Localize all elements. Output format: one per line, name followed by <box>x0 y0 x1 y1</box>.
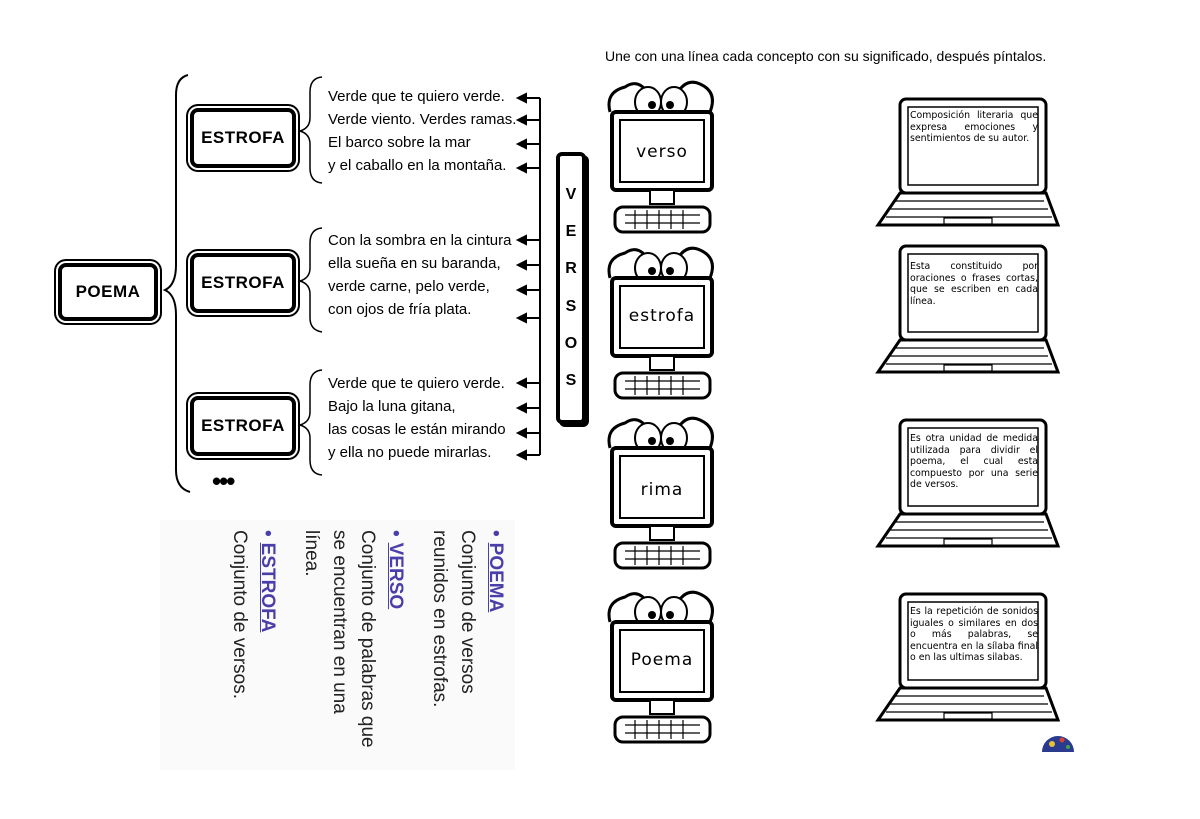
concept-label: Poema <box>630 650 694 670</box>
concept-computer-poema[interactable] <box>600 582 725 757</box>
verse-line: Verde que te quiero verde. <box>328 375 505 392</box>
estrofa-box-2 <box>190 253 296 313</box>
concept-computer-estrofa[interactable] <box>600 238 725 413</box>
definition-poema <box>425 530 509 760</box>
concept-label: estrofa <box>628 306 696 326</box>
definition-title: POEMA <box>485 542 506 613</box>
estrofa-box-1 <box>190 108 296 168</box>
concept-computer-rima[interactable] <box>600 408 725 583</box>
ellipsis: ••• <box>212 466 234 496</box>
versos-letter: E <box>565 222 577 240</box>
bullet: • <box>485 530 506 537</box>
estrofa-label: ESTROFA <box>201 128 285 147</box>
versos-letter: O <box>564 334 578 352</box>
definition-text: Conjunto de versos reunidos en estrofas. <box>429 530 478 708</box>
verse-line: y ella no puede mirarlas. <box>328 444 492 461</box>
stanza-1 <box>328 85 516 177</box>
versos-letter: R <box>565 260 577 278</box>
meaning-text: Esta constituido por oraciones o frases cortas, que se escriben en cada línea. <box>910 261 1038 307</box>
bullet: • <box>385 530 406 537</box>
definition-text: Conjunto de palabras que se encuentran en una línea. <box>301 530 378 748</box>
instruction-text: Une con una línea cada concepto con su significado, después píntalos. <box>605 48 1047 64</box>
definitions-panel <box>160 520 515 770</box>
verse-line: Con la sombra en la cintura <box>328 232 512 249</box>
meaning-text: Es otra unidad de medida utilizada para dividir el poema, el cual esta compuesto por una serie de versos. <box>910 433 1038 490</box>
poema-box-label: POEMA <box>75 282 141 301</box>
stanza-3 <box>328 372 506 464</box>
definition-estrofa <box>225 530 281 760</box>
bullet: • <box>257 530 278 537</box>
versos-bar <box>556 152 586 424</box>
meaning-laptop-3[interactable] <box>872 418 1062 563</box>
verse-line: El barco sobre la mar <box>328 134 471 151</box>
poema-box <box>58 263 158 321</box>
verse-line: Verde viento. Verdes ramas. <box>328 111 517 128</box>
versos-letter: V <box>565 185 577 203</box>
meaning-text: Composición literaria que expresa emociones y sentimientos de su autor. <box>910 110 1038 144</box>
definition-title: ESTROFA <box>257 542 278 633</box>
concept-computer-verso[interactable] <box>600 72 725 247</box>
meaning-text: Es la repetición de sonidos iguales o similares en dos o más palabras, se encuentra en la sílaba final o en las ultimas silabas. <box>910 606 1038 663</box>
verse-line: Bajo la luna gitana, <box>328 398 456 415</box>
definition-verso <box>297 530 409 760</box>
verse-line: las cosas le están mirando <box>328 421 506 438</box>
estrofa-box-3 <box>190 396 296 456</box>
definition-title: VERSO <box>385 542 406 610</box>
verse-line: Verde que te quiero verde. <box>328 88 505 105</box>
meaning-laptop-2[interactable] <box>872 244 1062 389</box>
estrofa-label: ESTROFA <box>201 273 285 292</box>
concept-label: verso <box>636 142 688 162</box>
verse-line: ella sueña en su baranda, <box>328 255 501 272</box>
versos-letter: S <box>565 372 577 390</box>
stanza-2 <box>328 229 511 321</box>
meaning-laptop-1[interactable] <box>872 97 1062 242</box>
versos-letter: S <box>565 297 577 315</box>
verse-line: verde carne, pelo verde, <box>328 278 490 295</box>
arrows <box>518 94 540 459</box>
estrofa-label: ESTROFA <box>201 416 285 435</box>
concept-label: rima <box>640 480 684 500</box>
definition-text: Conjunto de versos. <box>229 530 250 699</box>
verse-line: con ojos de fría plata. <box>328 301 472 318</box>
meaning-laptop-4[interactable] <box>872 592 1062 737</box>
verse-line: y el caballo en la montaña. <box>328 157 507 174</box>
globe-icon <box>1040 728 1076 752</box>
